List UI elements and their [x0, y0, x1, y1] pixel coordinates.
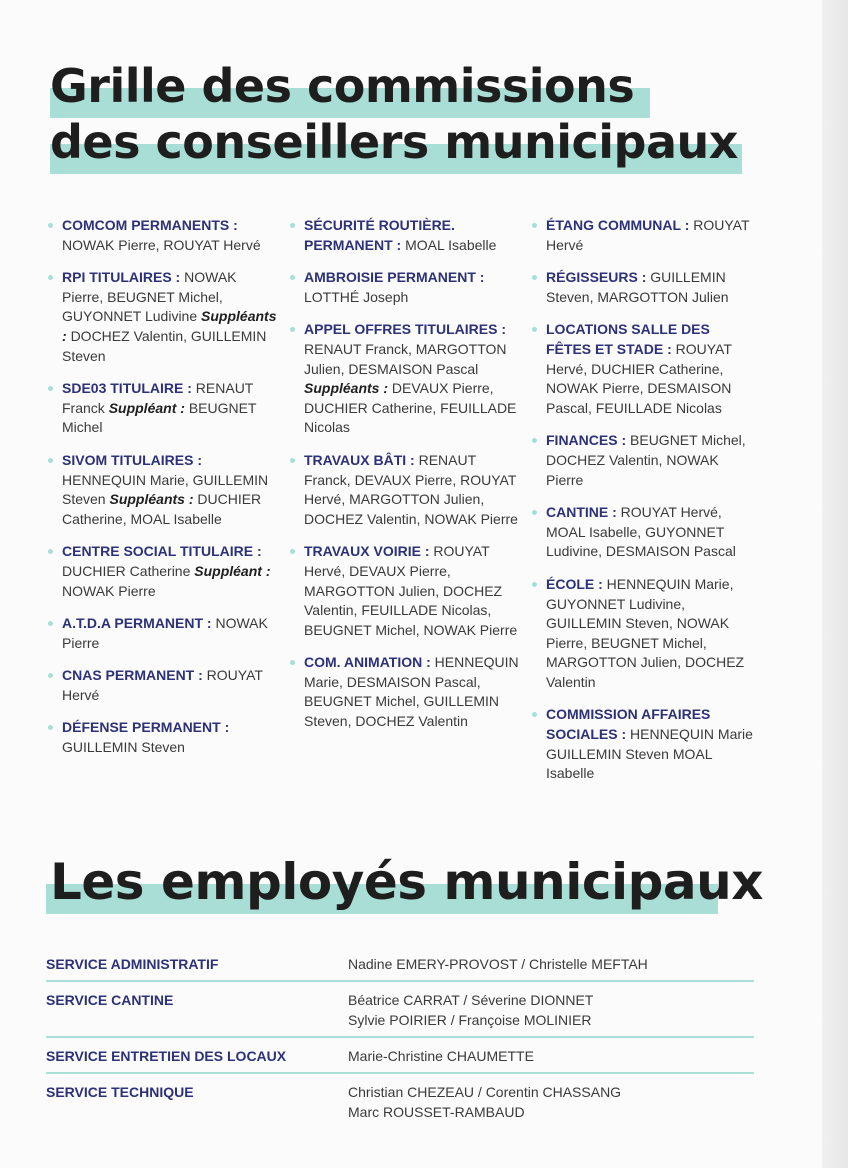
commission-label: SIVOM TITULAIRES :	[62, 451, 202, 468]
commission-members: ROUYAT Hervé	[546, 217, 750, 253]
commission-label: A.T.D.A PERMANENT :	[62, 615, 212, 632]
commission-members: MOAL Isabelle	[405, 236, 497, 253]
commission-entry	[48, 268, 280, 366]
commission-members: HENNEQUIN Marie GUILLEMIN Steven MOAL Isabelle	[546, 726, 753, 782]
employees-heading	[50, 852, 763, 912]
commission-members: ROUYAT Hervé	[62, 667, 263, 703]
bullet-icon	[48, 673, 53, 678]
bullet-icon	[532, 712, 537, 717]
commission-label: COMMISSION AFFAIRES SOCIALES :	[546, 706, 711, 743]
employee-names	[348, 990, 593, 1030]
commission-entry	[48, 718, 280, 757]
commission-label: RÉGISSEURS :	[546, 269, 647, 286]
commission-label: AMBROISIE PERMANENT :	[304, 269, 485, 286]
commission-members: ROUYAT Hervé, DEVAUX Pierre, MARGOTTON Julien, DOCHEZ Valentin, FEUILLADE Nicolas, BEUGNET Michel, NOWAK Pierre	[304, 543, 518, 638]
commission-label: ÉCOLE :	[546, 575, 603, 592]
employee-name-line: Marie-Christine CHAUMETTE	[348, 1048, 534, 1064]
commission-entry	[48, 666, 280, 705]
bullet-icon	[290, 275, 295, 280]
commission-column-2	[290, 216, 522, 745]
employee-names	[348, 954, 648, 974]
substitute-members: NOWAK Pierre	[62, 582, 156, 599]
bullet-icon	[290, 660, 295, 665]
employees-title: Les employés municipaux	[50, 853, 763, 911]
commission-label: TRAVAUX BÂTI :	[304, 451, 415, 468]
commission-entry	[532, 216, 754, 255]
commission-members: RENAUT Franck, DEVAUX Pierre, ROUYAT Hervé, MARGOTTON Julien, DOCHEZ Valentin, NOWAK Pierre	[304, 451, 518, 527]
commission-label: SÉCURITÉ ROUTIÈRE. PERMANENT :	[304, 217, 455, 253]
bullet-icon	[532, 223, 537, 228]
title-line-2: des conseillers municipaux	[50, 115, 738, 169]
bullet-icon	[48, 621, 53, 626]
substitute-label: Suppléants :	[304, 380, 389, 397]
commission-members: ROUYAT Hervé, DUCHIER Catherine, NOWAK Pierre, DESMAISON Pascal, FEUILLADE Nicolas	[546, 340, 732, 416]
commission-entry	[532, 268, 754, 307]
bullet-icon	[48, 223, 53, 228]
bullet-icon	[48, 386, 53, 391]
commission-label: LOCATIONS SALLE DES FÊTES ET STADE :	[546, 321, 710, 357]
employee-name-line: Béatrice CARRAT / Séverine DIONNET	[348, 992, 594, 1008]
bullet-icon	[48, 725, 53, 730]
service-name: SERVICE TECHNIQUE	[46, 1084, 194, 1100]
substitute-members: DUCHIER Catherine, MOAL Isabelle	[62, 491, 262, 527]
commission-label: SDE03 TITULAIRE :	[62, 380, 192, 397]
commission-entry	[532, 705, 754, 783]
commission-column-3	[532, 216, 754, 797]
table-row	[46, 1074, 754, 1128]
commission-entry	[48, 451, 280, 529]
commission-members: ROUYAT Hervé, MOAL Isabelle, GUYONNET Ludivine, DESMAISON Pascal	[546, 504, 736, 560]
commission-label: FINANCES :	[546, 432, 627, 449]
bullet-icon	[290, 223, 295, 228]
bullet-icon	[532, 510, 537, 515]
service-name: SERVICE ADMINISTRATIF	[46, 956, 219, 972]
commission-label: APPEL OFFRES TITULAIRES :	[304, 321, 506, 338]
employee-name-line: Marc ROUSSET-RAMBAUD	[348, 1104, 525, 1120]
commission-members: RENAUT Franck, MARGOTTON Julien, DESMAISON Pascal	[304, 340, 507, 377]
commission-label: DÉFENSE PERMANENT :	[62, 719, 230, 736]
page-title	[50, 58, 738, 170]
substitute-label: Suppléants :	[62, 308, 277, 344]
bullet-icon	[532, 582, 537, 587]
commission-entry	[48, 614, 280, 653]
employee-name-line: Sylvie POIRIER / Françoise MOLINIER	[348, 1012, 592, 1028]
commission-entry	[48, 379, 280, 438]
table-row	[46, 946, 754, 982]
table-row	[46, 982, 754, 1038]
commission-entry	[532, 503, 754, 562]
page-edge	[822, 0, 848, 1168]
substitute-members: BEUGNET Michel	[62, 399, 257, 436]
commission-members: NOWAK Pierre, BEUGNET Michel, GUYONNET Ludivine	[62, 269, 237, 325]
employee-name-line: Nadine EMERY-PROVOST / Christelle MEFTAH	[348, 956, 648, 972]
commission-members: GUILLEMIN Steven	[62, 739, 185, 756]
commission-column-1	[48, 216, 280, 771]
bullet-icon	[532, 275, 537, 280]
commission-members: HENNEQUIN Marie, GUYONNET Ludivine, GUILLEMIN Steven, NOWAK Pierre, BEUGNET Michel, MARGOTTON Julien, DOCHEZ Valentin	[546, 575, 745, 690]
service-name: SERVICE ENTRETIEN DES LOCAUX	[46, 1048, 287, 1064]
commission-members: BEUGNET Michel, DOCHEZ Valentin, NOWAK Pierre	[546, 432, 746, 488]
bullet-icon	[48, 275, 53, 280]
commission-entry	[48, 542, 280, 601]
commission-label: COMCOM PERMANENTS :	[62, 217, 238, 233]
commission-entry	[290, 542, 522, 640]
commission-entry	[290, 320, 522, 438]
bullet-icon	[290, 327, 295, 332]
commissions-heading	[50, 58, 738, 170]
bullet-icon	[290, 549, 295, 554]
commission-members: HENNEQUIN Marie, DESMAISON Pascal, BEUGNET Michel, GUILLEMIN Steven, DOCHEZ Valentin	[304, 654, 519, 730]
commission-label: TRAVAUX VOIRIE :	[304, 543, 430, 560]
substitute-members: DEVAUX Pierre, DUCHIER Catherine, FEUILLADE Nicolas	[304, 380, 517, 436]
commission-entry	[290, 216, 522, 255]
commission-entry	[290, 451, 522, 529]
commission-members: HENNEQUIN Marie, GUILLEMIN Steven	[62, 471, 269, 508]
table-row	[46, 1038, 754, 1074]
commission-entry	[532, 320, 754, 418]
commission-label: CANTINE :	[546, 504, 617, 521]
employee-name-line: Christian CHEZEAU / Corentin CHASSANG	[348, 1084, 622, 1100]
title-line-1: Grille des commissions	[50, 59, 635, 113]
commission-label: CNAS PERMANENT :	[62, 667, 203, 684]
service-name: SERVICE CANTINE	[46, 992, 174, 1008]
commission-label: RPI TITULAIRES :	[62, 269, 181, 286]
commission-entry	[532, 575, 754, 693]
bullet-icon	[532, 327, 537, 332]
commission-entry	[48, 216, 280, 255]
commission-label: COM. ANIMATION :	[304, 654, 431, 671]
commission-entry	[290, 653, 522, 731]
commission-members: DUCHIER Catherine	[62, 562, 191, 579]
bullet-icon	[48, 458, 53, 463]
substitute-label: Suppléant :	[194, 562, 271, 579]
commission-members: NOWAK Pierre	[62, 615, 268, 651]
commission-members: RENAUT Franck	[62, 380, 254, 416]
employee-names	[348, 1082, 621, 1122]
employee-names	[348, 1046, 534, 1066]
commission-members: NOWAK Pierre, ROUYAT Hervé	[62, 236, 261, 253]
bullet-icon	[290, 458, 295, 463]
substitute-label: Suppléant :	[108, 399, 185, 416]
employees-table	[46, 946, 754, 1128]
commission-entry	[532, 431, 754, 490]
substitute-label: Suppléants :	[109, 491, 194, 508]
commission-label: ÉTANG COMMUNAL :	[546, 217, 690, 233]
bullet-icon	[532, 438, 537, 443]
commission-members: GUILLEMIN Steven, MARGOTTON Julien	[546, 269, 729, 305]
commission-entry	[290, 268, 522, 307]
commission-members: LOTTHÉ Joseph	[304, 288, 409, 305]
substitute-members: DOCHEZ Valentin, GUILLEMIN Steven	[62, 327, 267, 364]
commission-label: CENTRE SOCIAL TITULAIRE :	[62, 543, 262, 560]
bullet-icon	[48, 549, 53, 554]
